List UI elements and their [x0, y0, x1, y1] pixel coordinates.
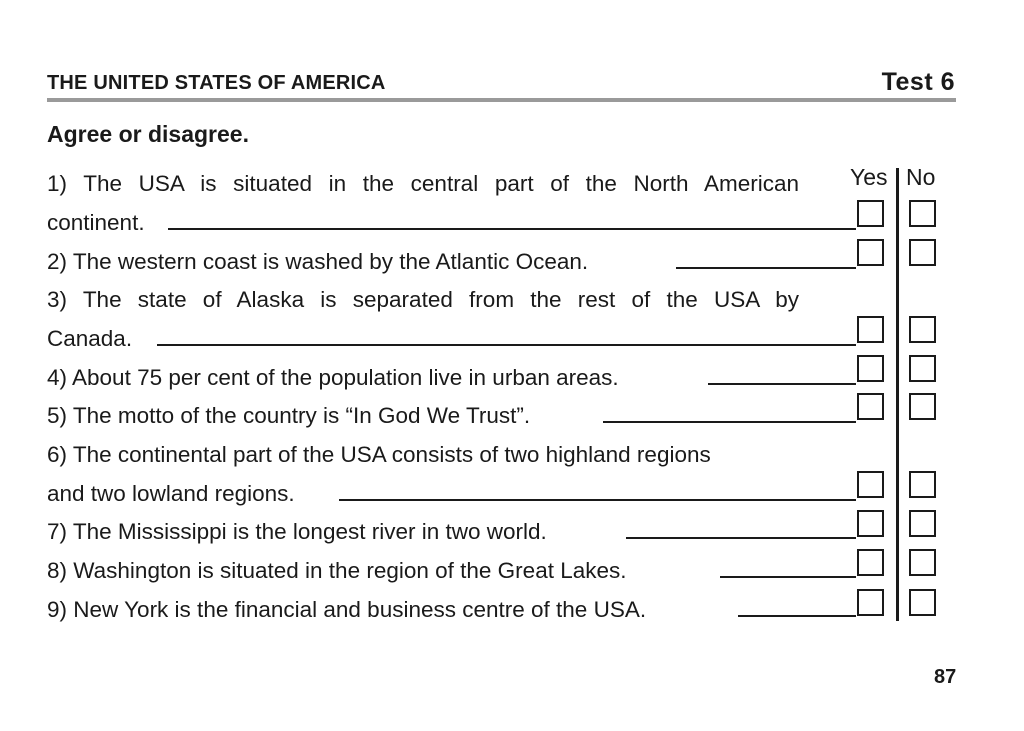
statement-8-text: 8) Washington is situated in the region of the Great Lakes. [47, 558, 627, 583]
statement-5-answer-line [603, 421, 856, 423]
statement-3-text-cont: Canada. [47, 326, 133, 351]
test-label: Test 6 [881, 68, 955, 96]
statement-1-answer-line [168, 228, 856, 230]
answer-column-divider [896, 168, 899, 621]
yes-column-label: Yes [850, 164, 888, 190]
statement-9-answer-line [738, 615, 856, 617]
statement-3-text: 3) The state of Alaska is separated from the rest of the USA by [47, 287, 799, 312]
page-number: 87 [934, 666, 957, 688]
statement-6-yes-checkbox[interactable] [857, 471, 884, 498]
statement-2-text: 2) The western coast is washed by the Atlantic Ocean. [47, 249, 589, 274]
statement-3-no-checkbox[interactable] [909, 316, 936, 343]
statement-9-no-checkbox[interactable] [909, 589, 936, 616]
instruction-heading: Agree or disagree. [47, 121, 249, 147]
statement-9-yes-checkbox[interactable] [857, 589, 884, 616]
statement-2-no-checkbox[interactable] [909, 239, 936, 266]
statement-2-answer-line [676, 267, 856, 269]
statement-4-answer-line [708, 383, 856, 385]
statement-4-yes-checkbox[interactable] [857, 355, 884, 382]
statement-8-no-checkbox[interactable] [909, 549, 936, 576]
statement-3-answer-line [157, 344, 856, 346]
statement-4-text: 4) About 75 per cent of the population live in urban areas. [47, 365, 619, 390]
section-title: THE UNITED STATES OF AMERICA [47, 72, 386, 94]
statement-6-no-checkbox[interactable] [909, 471, 936, 498]
statement-3-yes-checkbox[interactable] [857, 316, 884, 343]
statement-1-no-checkbox[interactable] [909, 200, 936, 227]
statement-5-yes-checkbox[interactable] [857, 393, 884, 420]
statement-5-text: 5) The motto of the country is “In God We Trust”. [47, 403, 531, 428]
statement-8-yes-checkbox[interactable] [857, 549, 884, 576]
statement-7-text: 7) The Mississippi is the longest river in two world. [47, 519, 547, 544]
statement-2-yes-checkbox[interactable] [857, 239, 884, 266]
statement-7-yes-checkbox[interactable] [857, 510, 884, 537]
statement-6-text-cont: and two lowland regions. [47, 481, 295, 506]
statement-6-text: 6) The continental part of the USA consists of two highland regions [47, 442, 711, 467]
statement-7-answer-line [626, 537, 856, 539]
no-column-label: No [906, 164, 936, 190]
statement-1-text-cont: continent. [47, 210, 145, 235]
statement-1-yes-checkbox[interactable] [857, 200, 884, 227]
statement-5-no-checkbox[interactable] [909, 393, 936, 420]
statement-1-text: 1) The USA is situated in the central part of the North American [47, 171, 799, 196]
statement-4-no-checkbox[interactable] [909, 355, 936, 382]
header-divider [47, 98, 956, 102]
statement-8-answer-line [720, 576, 856, 578]
statement-9-text: 9) New York is the financial and business centre of the USA. [47, 597, 647, 622]
statement-7-no-checkbox[interactable] [909, 510, 936, 537]
statement-6-answer-line [339, 499, 856, 501]
